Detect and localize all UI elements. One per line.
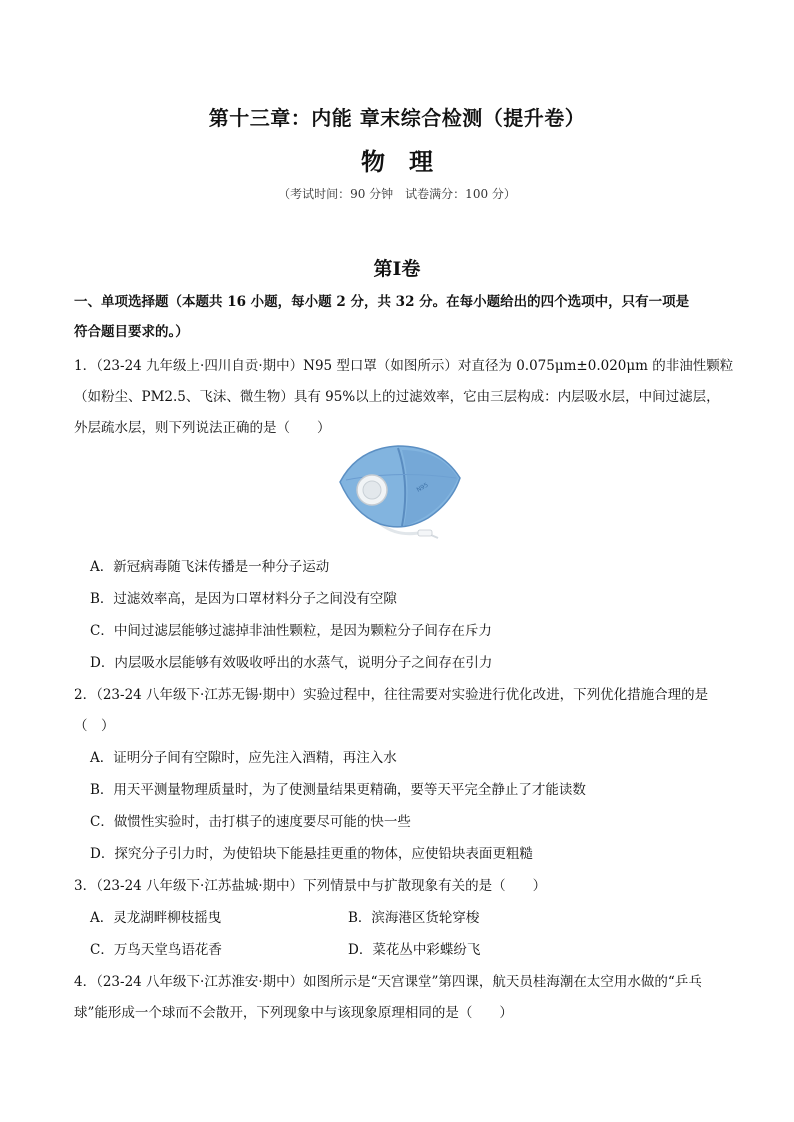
- question-1-option-b: B．过滤效率高，是因为口罩材料分子之间没有空隙: [90, 591, 397, 607]
- question-1-line3: 外层疏水层，则下列说法正确的是（ ）: [74, 420, 331, 436]
- subject-title: 物理: [361, 147, 457, 176]
- question-2-line1: 2．（23-24 八年级下·江苏无锡·期中）实验过程中，往往需要对实验进行优化改进，下列优化措施合理的是: [74, 687, 709, 703]
- question-3-option-c: C．万鸟天堂鸟语花香: [90, 942, 222, 958]
- question-2-option-a: A．证明分子间有空隙时，应先注入酒精，再注入水: [90, 750, 397, 766]
- question-1-line1: 1．（23-24 九年级上·四川自贡·期中）N95 型口罩（如图所示）对直径为 0.075μm±0.020μm 的非油性颗粒: [74, 358, 734, 374]
- svg-text:N95: N95: [415, 481, 430, 494]
- question-1-option-a: A．新冠病毒随飞沫传播是一种分子运动: [90, 559, 330, 575]
- section-heading-line2: 符合题目要求的。）: [74, 324, 189, 340]
- question-3-option-a: A．灵龙湖畔柳枝摇曳: [90, 910, 222, 926]
- question-2-option-c: C．做惯性实验时，击打棋子的速度要尽可能的快一些: [90, 814, 411, 830]
- question-1-line2: （如粉尘、PM2.5、飞沫、微生物）具有 95%以上的过滤效率，它由三层构成：内层吸水层，中间过滤层，: [74, 389, 720, 405]
- question-2-option-b: B．用天平测量物理质量时，为了使测量结果更精确，要等天平完全静止了才能读数: [90, 782, 586, 798]
- exam-info: （考试时间：90 分钟 试卷满分：100 分）: [278, 187, 516, 201]
- question-2-line2: （ ）: [74, 718, 115, 734]
- question-3-option-d: D．菜花丛中彩蝶纷飞: [348, 942, 481, 958]
- section-heading-line1: 一、单项选择题（本题共 16 小题，每小题 2 分，共 32 分。在每小题给出的四个选项中，只有一项是: [74, 294, 690, 310]
- n95-mask-icon: [328, 440, 468, 550]
- question-3-line1: 3．（23-24 八年级下·江苏盐城·期中）下列情景中与扩散现象有关的是（ ）: [74, 878, 547, 894]
- question-3-option-b: B．滨海港区货轮穿梭: [348, 910, 480, 926]
- volume-title: 第Ⅰ卷: [373, 258, 421, 280]
- question-4-line1: 4．（23-24 八年级下·江苏淮安·期中）如图所示是“天宫课堂”第四课，航天员桂海潮在太空用水做的“乒乓: [74, 974, 702, 990]
- question-1-option-d: D．内层吸水层能够有效吸收呼出的水蒸气，说明分子之间存在引力: [90, 655, 493, 671]
- exam-title: 第十三章：内能 章末综合检测（提升卷）: [208, 106, 586, 130]
- question-1-option-c: C．中间过滤层能够过滤掉非油性颗粒，是因为颗粒分子间存在斥力: [90, 623, 492, 639]
- question-4-line2: 球”能形成一个球而不会散开，下列现象中与该现象原理相同的是（ ）: [74, 1005, 513, 1021]
- question-2-option-d: D．探究分子引力时，为使铅块下能悬挂更重的物体，应使铅块表面更粗糙: [90, 846, 533, 862]
